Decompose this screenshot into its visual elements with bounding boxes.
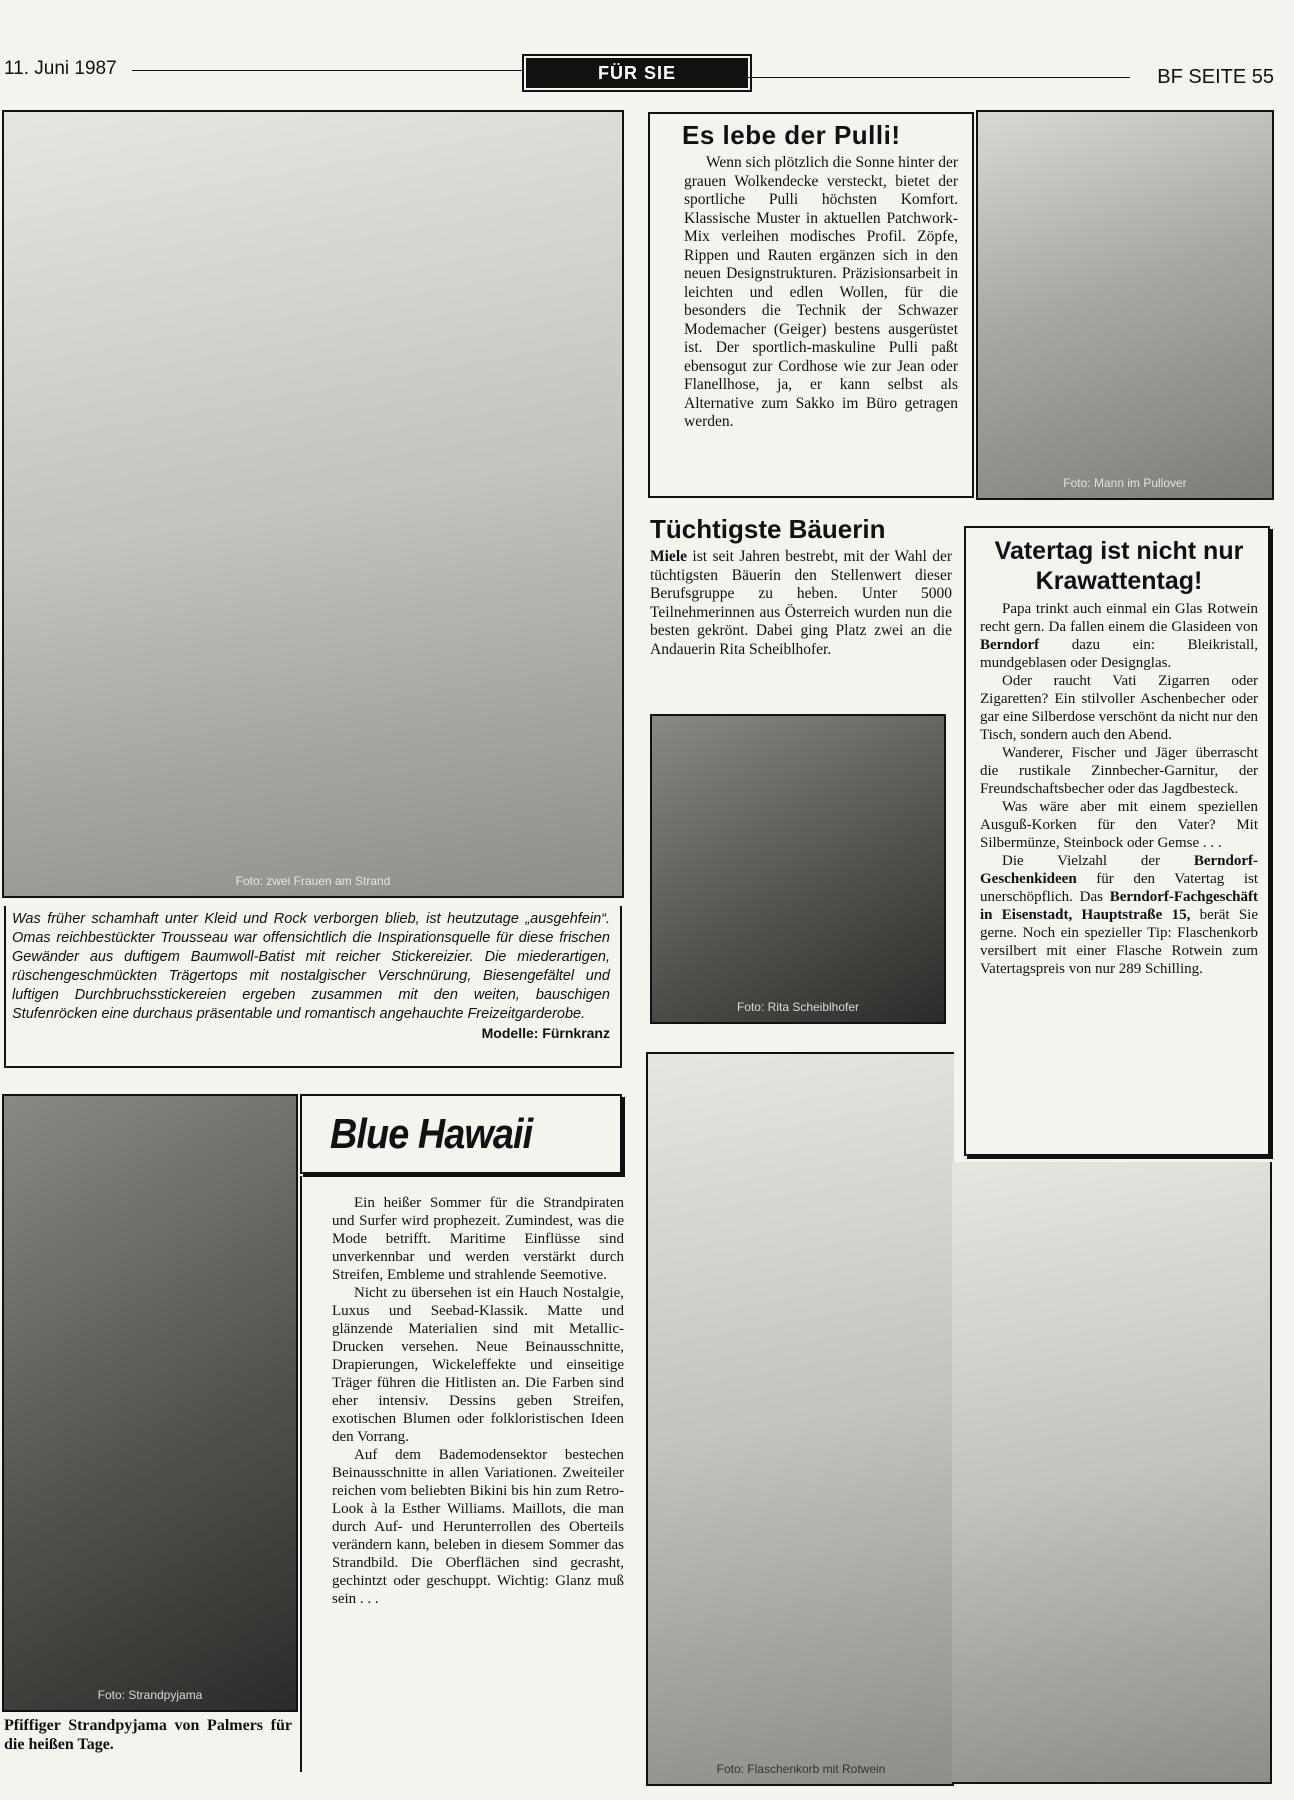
- baeuerin-portrait-label: Foto: Rita Scheiblhofer: [736, 1000, 860, 1014]
- blue-hawaii-headline-box: [300, 1094, 622, 1174]
- beach-women-photo: [2, 110, 624, 898]
- blue-hawaii-p1: Ein heißer Sommer für die Strandpiraten und Surfer wird prophezeit. Zumindest, was die Mode betrifft. Maritime Einflüsse sind unverkennbar und werden verstärkt durch Streifen, Embleme und strahlende Seemotive.: [332, 1195, 624, 1283]
- pulli-headline: Es lebe der Pulli!: [682, 120, 901, 150]
- vatertag-p5a: Die Vielzahl der: [1002, 853, 1194, 869]
- pyjama-caption: Pfiffiger Strandpyjama von Palmers für die heißen Tage.: [4, 1717, 292, 1753]
- baeuerin-text: ist seit Jahren bestrebt, mit der Wahl der tüchtigsten Bäuerin den Stellenwert dieser Berufsgruppe zu heben. Unter 5000 Teilnehmerinnen aus Österreich wurden nun die besten gekrönt. Dabei ging Platz zwei an die Andauerin Rita Scheiblhofer.: [650, 548, 952, 658]
- vatertag-body: [980, 600, 1258, 978]
- beach-women-photo-label: Foto: zwei Frauen am Strand: [235, 874, 391, 888]
- baeuerin-headline: Tüchtigste Bäuerin: [650, 514, 886, 544]
- pulli-article: [648, 112, 974, 498]
- vatertag-p1a: Papa trinkt auch einmal ein Glas Rotwein recht gern. Da fallen einem die Glasideen von: [980, 601, 1258, 635]
- vatertag-p2: Oder raucht Vati Zigarren oder Zigaretten? Ein stilvoller Aschenbecher oder gar eine Silberdose verschönt da nicht nur den Tisch, sondern auch den Abend.: [980, 673, 1258, 743]
- blue-hawaii-p3: Auf dem Bademodensektor bestechen Beinausschnitte in allen Variationen. Zweiteiler reichen vom beliebten Bikini bis hin zum Retro-Look à la Esther Williams. Maillots, die man durch Auf- und Herunterrollen des Oberteils verändern kann, beleben in diesem Sommer das Strandbild. Die Oberflächen sind gecrasht, gechintzt oder geschuppt. Wichtig: Glanz muß sein . . .: [332, 1447, 624, 1607]
- blue-hawaii-p2: Nicht zu übersehen ist ein Hauch Nostalgie, Luxus und Seebad-Klassik. Matte und glänzende Materialien sind mit Metallic-Drucken versehen. Neue Beinausschnitte, Drapierungen, Wickeleffekte und einseitige Träger führen die Hitlisten an. Die Farben sind eher intensiv. Dessins geben Streifen, exotischen Blumen oder folkloristischen Ideen den Vorrang.: [332, 1285, 624, 1445]
- header-rule-left: [132, 70, 524, 71]
- vatertag-p5b: Berndorf-Geschenkideen: [980, 853, 1258, 887]
- caption-credit: Modelle: Fürnkranz: [481, 1025, 610, 1041]
- issue-date: 11. Juni 1987: [4, 58, 117, 79]
- vatertag-brand: Berndorf: [980, 637, 1040, 653]
- vatertag-headline: Vatertag ist nicht nur Krawattentag!: [994, 537, 1244, 595]
- vatertag-p4: Was wäre aber mit einem speziellen Ausguß-Korken für den Vater? Mit Silbermünze, Steinbock oder Gemse . . .: [980, 799, 1258, 851]
- baeuerin-lead: Miele: [650, 548, 688, 565]
- wine-basket-photo-label: Foto: Flaschenkorb mit Rotwein: [716, 1762, 886, 1776]
- vatertag-p5c: für den Vatertag ist unerschöpflich. Das: [980, 871, 1258, 905]
- vatertag-p5e: berät Sie gerne. Noch ein spezieller Tip: Flaschenkorb versilbert mit einer Flasche Rotwein zum Vatertagspreis von nur 289 Schilling.: [980, 907, 1258, 977]
- man-pullover-photo: [976, 110, 1274, 500]
- woman-pyjama-photo: [2, 1094, 298, 1712]
- wine-basket-photo-right: [952, 1162, 1272, 1784]
- woman-pyjama-photo-label: Foto: Strandpyjama: [97, 1688, 203, 1702]
- vatertag-p1c: dazu ein: Bleikristall, mundgeblasen oder Designglas.: [980, 637, 1258, 671]
- baeuerin-body: [650, 548, 952, 659]
- pulli-paragraph: Wenn sich plötzlich die Sonne hinter der grauen Wolkendecke versteckt, bietet der sportliche Pulli höchsten Komfort. Klassische Muster in aktuellen Patchwork-Mix verleihen modisches Profil. Zöpfe, Rippen und Rauten ergänzen sich in den neuen Designstrukturen. Präzisionsarbeit in leichten und edlen Wollen, für die besonders die Technik der Schwazer Modemacher (Geiger) bestens ausgerüstet ist. Der sportlich-maskuline Pulli paßt ebensogut zur Cordhose wie zur Jean oder Flanellhose, ja, er kann selbst als Alternative zum Sakko im Büro getragen werden.: [684, 154, 958, 430]
- baeuerin-portrait-photo: [650, 714, 946, 1024]
- beach-photo-caption: [4, 906, 622, 1068]
- pulli-body: [684, 154, 958, 432]
- blue-hawaii-body: [332, 1194, 624, 1608]
- vatertag-shop-address: Berndorf-Fachgeschäft in Eisenstadt, Hauptstraße 15,: [980, 889, 1258, 923]
- section-label: FÜR SIE: [526, 58, 748, 88]
- page-number: BF SEITE 55: [1157, 66, 1274, 88]
- caption-text: Was früher schamhaft unter Kleid und Rock verborgen blieb, ist heutzutage „ausgehfein“. Omas reichbestückter Trousseau war offensichtlich die Inspirationsquelle für diese frischen Gewänder aus duftigem Baumwoll-Batist mit reicher Stickereizier. Die miederartigen, rüschengeschmückten Trägertops mit nostalgischer Verschnürung, Biesengefältel und luftigen Durchbruchsstickereien ergeben zusammen mit den weiten, bauschigen Stufenröcken eine durchaus präsentable und romantisch angehauchte Freizeitgarderobe.: [12, 911, 610, 1022]
- blue-hawaii-article: [300, 1176, 622, 1772]
- blue-hawaii-headline: Blue Hawaii: [330, 1110, 533, 1157]
- vatertag-p3: Wanderer, Fischer und Jäger überrascht die rustikale Zinnbecher-Garnitur, der Freundschaftsbecher oder das Jagdbesteck.: [980, 745, 1258, 797]
- header-rule-right: [748, 77, 1130, 78]
- man-pullover-photo-label: Foto: Mann im Pullover: [1063, 476, 1187, 490]
- vatertag-article: [964, 526, 1270, 1156]
- wine-basket-photo: [646, 1052, 954, 1786]
